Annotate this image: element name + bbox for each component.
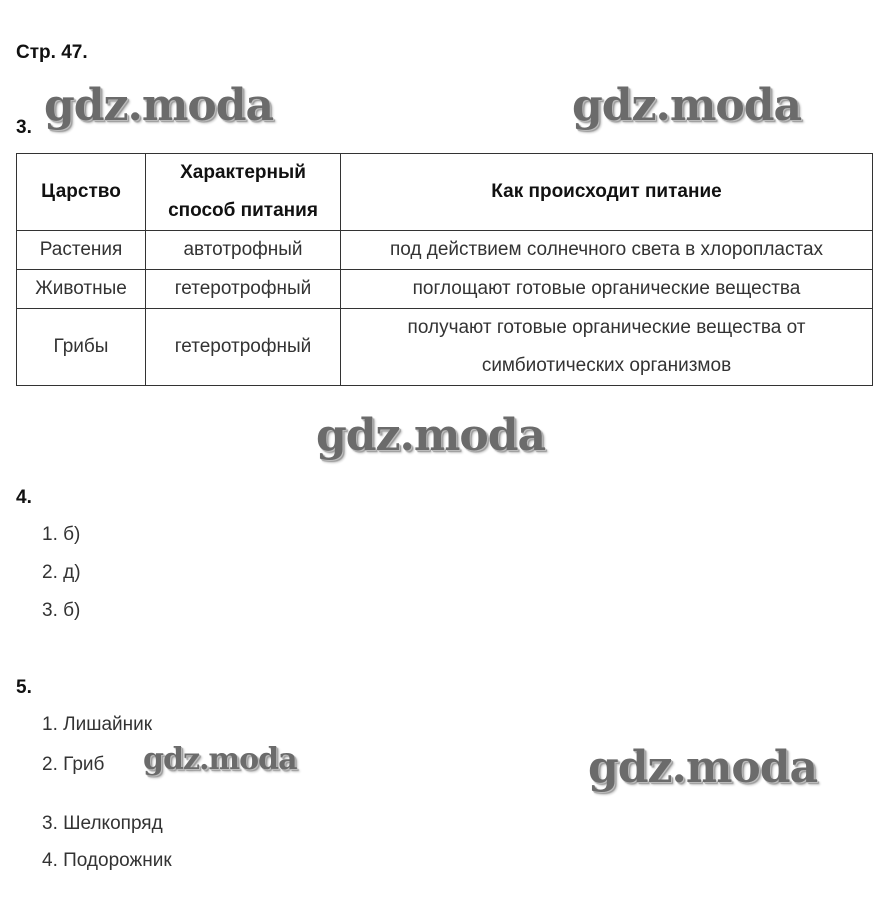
cell-how: поглощают готовые органические вещества	[341, 270, 873, 309]
header-method: Характерный способ питания	[146, 154, 341, 231]
watermark-logo: gdz.moda	[572, 80, 802, 131]
answer-item: 3. б)	[42, 600, 81, 621]
cell-how: под действием солнечного света в хлоропластах	[341, 231, 873, 270]
page-title: Стр. 47.	[16, 42, 88, 63]
cell-kingdom: Животные	[17, 270, 146, 309]
section-4-number: 4.	[16, 487, 32, 508]
answer-item: 3. Шелкопряд	[42, 813, 163, 834]
cell-method: гетеротрофный	[146, 309, 341, 386]
answer-item: 2. д)	[42, 562, 81, 583]
header-kingdom: Царство	[17, 154, 146, 231]
section-5-number: 5.	[16, 677, 32, 698]
table-header-row	[17, 154, 873, 231]
section-3-number: 3.	[16, 117, 32, 138]
table-row	[17, 231, 873, 270]
answer-item: 2. Гриб	[42, 754, 105, 775]
cell-kingdom: Растения	[17, 231, 146, 270]
nutrition-table	[16, 153, 873, 386]
answer-item: 1. б)	[42, 524, 81, 545]
table-row	[17, 270, 873, 309]
answer-item: 1. Лишайник	[42, 714, 153, 735]
watermark-logo: gdz.moda	[44, 80, 274, 131]
cell-how: получают готовые органические вещества от симбиотических организмов	[341, 309, 873, 386]
cell-method: автотрофный	[146, 231, 341, 270]
table-row	[17, 309, 873, 386]
cell-kingdom: Грибы	[17, 309, 146, 386]
watermark-logo: gdz.moda	[316, 410, 546, 461]
watermark-logo: gdz.moda	[143, 742, 297, 777]
watermark-logo: gdz.moda	[588, 742, 818, 793]
header-how: Как происходит питание	[341, 154, 873, 231]
answer-item: 4. Подорожник	[42, 850, 172, 871]
cell-method: гетеротрофный	[146, 270, 341, 309]
